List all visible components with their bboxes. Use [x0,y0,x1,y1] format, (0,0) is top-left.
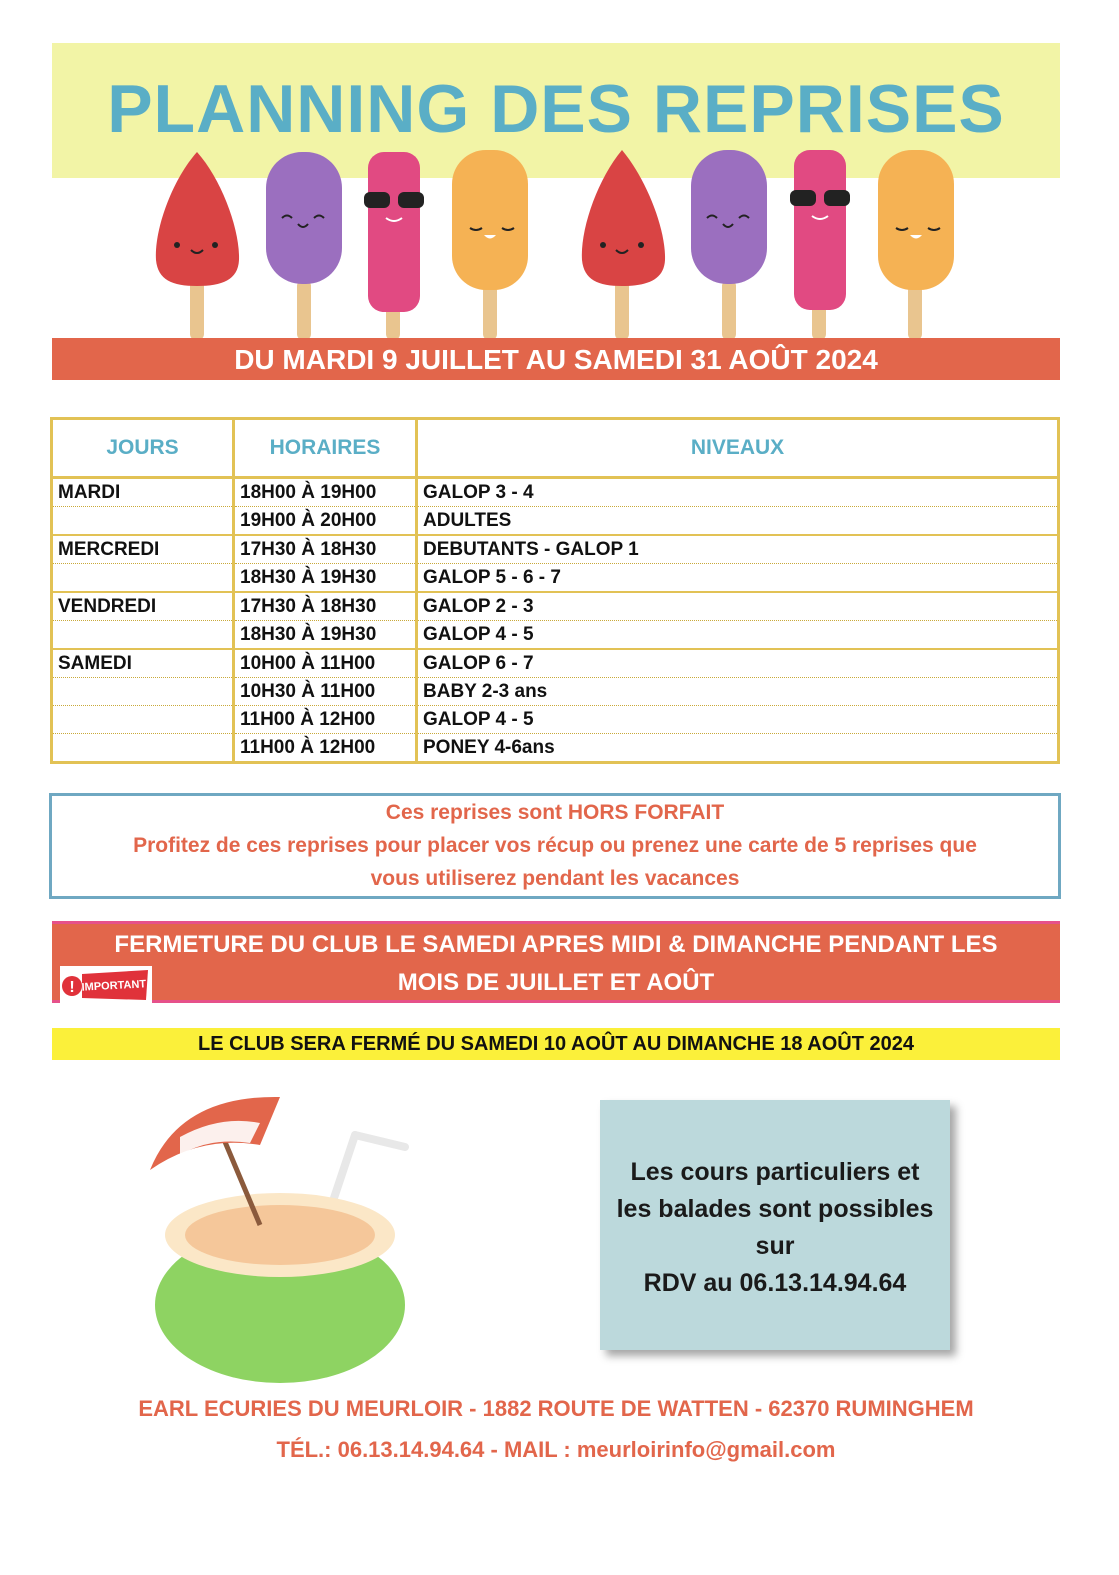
coconut-umbrella-icon [140,1075,440,1385]
time-cell: 11H00 À 12H00 [234,706,417,734]
level-cell: BABY 2-3 ans [417,678,1059,706]
info-line-2: les balades sont possibles [616,1195,934,1223]
popsicle-purple-icon [266,152,342,340]
closure-line-2: MOIS DE JUILLET ET AOÛT [397,969,715,996]
day-cell: SAMEDI [52,649,234,678]
info-line-1: Les cours particuliers et [630,1158,920,1186]
day-cell [52,621,234,650]
info-line-3: sur [755,1232,795,1260]
footer-address: EARL ECURIES DU MEURLOIR - 1882 ROUTE DE WATTEN - 62370 RUMINGHEM [138,1396,974,1421]
table-row [52,564,1059,593]
table-row [52,706,1059,734]
popsicles-illustration [52,140,1060,340]
level-cell: GALOP 5 - 6 - 7 [417,564,1059,593]
table-row [52,592,1059,621]
important-badge-icon [60,966,152,1008]
note-line-3: vous utiliserez pendant les vacances [370,867,740,890]
level-cell: DEBUTANTS - GALOP 1 [417,535,1059,564]
time-cell: 18H00 À 19H00 [234,478,417,507]
level-cell: GALOP 4 - 5 [417,706,1059,734]
closure-line-1: FERMETURE DU CLUB LE SAMEDI APRES MIDI & DIMANCHE PENDANT LES [114,931,998,958]
page-title: PLANNING DES REPRISES [107,71,1005,147]
popsicle-red-icon [156,152,239,340]
header-niveaux: NIVEAUX [417,419,1059,478]
table-row [52,507,1059,536]
time-cell: 17H30 À 18H30 [234,535,417,564]
footer-contact: TÉL.: 06.13.14.94.64 - MAIL : meurloirinfo@gmail.com [276,1437,836,1462]
time-cell: 18H30 À 19H30 [234,621,417,650]
day-cell [52,734,234,763]
time-cell: 19H00 À 20H00 [234,507,417,536]
popsicle-pink-icon-2 [790,150,850,340]
level-cell: ADULTES [417,507,1059,536]
private-lessons-box [600,1100,950,1350]
time-cell: 17H30 À 18H30 [234,592,417,621]
note-line-1: Ces reprises sont HORS FORFAIT [385,801,725,824]
day-cell: VENDREDI [52,592,234,621]
header-horaires: HORAIRES [234,419,417,478]
schedule-table [50,417,1060,764]
important-badge-label: IMPORTANT [81,978,147,994]
table-row [52,621,1059,650]
day-cell [52,678,234,706]
time-cell: 11H00 À 12H00 [234,734,417,763]
day-cell: MERCREDI [52,535,234,564]
hors-forfait-note [49,793,1061,899]
info-line-4: RDV au 06.13.14.94.64 [643,1269,907,1297]
table-header-row [52,419,1059,478]
time-cell: 10H30 À 11H00 [234,678,417,706]
popsicle-orange-icon-2 [878,150,954,340]
table-row [52,478,1059,507]
day-cell [52,507,234,536]
period-banner: DU MARDI 9 JUILLET AU SAMEDI 31 AOÛT 2024 [52,338,1060,380]
level-cell: PONEY 4-6ans [417,734,1059,763]
table-row [52,649,1059,678]
closure-banner [52,921,1060,1003]
level-cell: GALOP 4 - 5 [417,621,1059,650]
level-cell: GALOP 6 - 7 [417,649,1059,678]
level-cell: GALOP 2 - 3 [417,592,1059,621]
table-row [52,535,1059,564]
day-cell [52,564,234,593]
level-cell: GALOP 3 - 4 [417,478,1059,507]
day-cell: MARDI [52,478,234,507]
note-line-2: Profitez de ces reprises pour placer vos récup ou prenez une carte de 5 reprises que [133,834,977,857]
day-cell [52,706,234,734]
holiday-closure-banner: LE CLUB SERA FERMÉ DU SAMEDI 10 AOÛT AU DIMANCHE 18 AOÛT 2024 [52,1028,1060,1060]
time-cell: 10H00 À 11H00 [234,649,417,678]
header-jours: JOURS [52,419,234,478]
popsicle-red-icon-2 [582,150,665,340]
popsicle-purple-icon-2 [691,150,767,340]
svg-text:!: ! [69,979,75,996]
popsicle-pink-icon [364,152,424,340]
table-row [52,734,1059,763]
table-row [52,678,1059,706]
time-cell: 18H30 À 19H30 [234,564,417,593]
popsicle-orange-icon [452,150,528,340]
